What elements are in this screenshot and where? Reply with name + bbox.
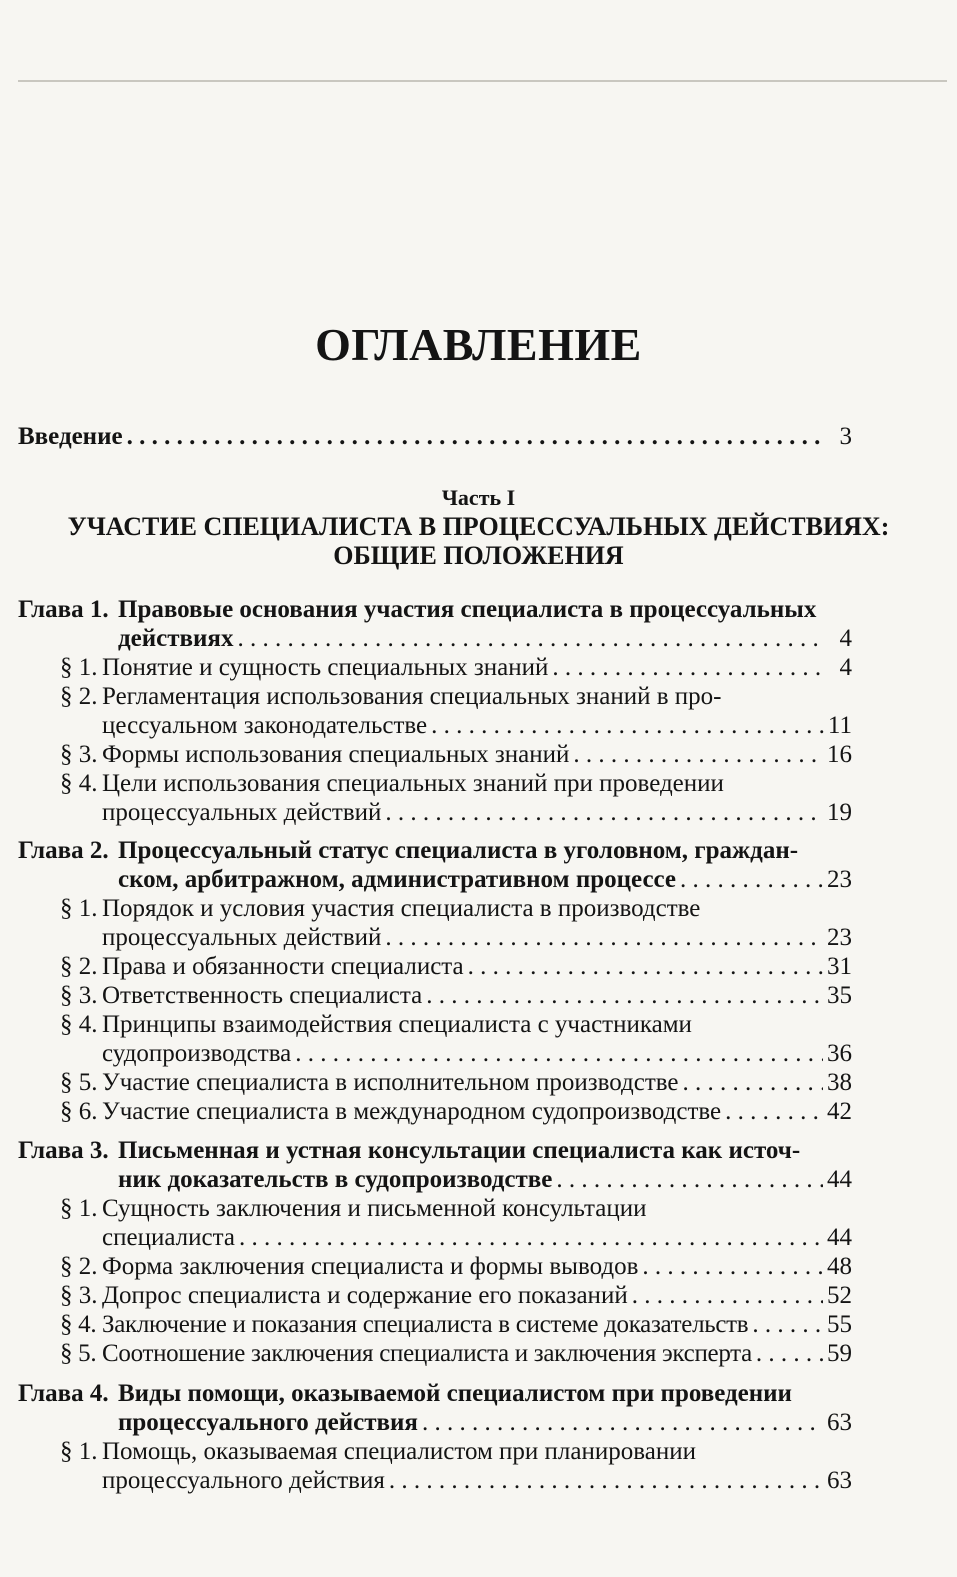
- page-number: 63: [827, 1409, 852, 1436]
- leader-dots: [756, 1339, 823, 1368]
- section-number: § 5.: [60, 1340, 97, 1367]
- section-title: Соотношение заключения специалиста и заключения эксперта: [102, 1340, 752, 1367]
- toc-section-3-4[interactable]: [60, 1310, 852, 1339]
- page-number: 44: [827, 1166, 852, 1193]
- page-number: 59: [827, 1340, 852, 1367]
- section-number: § 2.: [60, 1253, 98, 1280]
- page-number: 63: [827, 1467, 852, 1494]
- chapter-title-line2: ник доказательств в судопроизводстве: [118, 1166, 553, 1193]
- chapter-number: Глава 2.: [18, 837, 109, 864]
- leader-dots: [431, 711, 824, 740]
- page-number: 4: [839, 625, 852, 652]
- section-title: Права и обязанности специалиста: [102, 953, 464, 980]
- toc-section-2-3[interactable]: [60, 981, 852, 1010]
- section-number: § 4.: [60, 1011, 98, 1038]
- section-number: § 6.: [60, 1098, 98, 1125]
- toc-section-3-3[interactable]: [60, 1281, 852, 1310]
- page-number: 36: [827, 1040, 852, 1067]
- leader-dots: [573, 740, 823, 769]
- section-number: § 5.: [60, 1069, 98, 1096]
- section-title-line2: процессуального действия: [102, 1467, 385, 1494]
- chapter-number: Глава 4.: [18, 1380, 109, 1407]
- toc-section-2-4[interactable]: [60, 1010, 852, 1068]
- leader-dots: [752, 1310, 823, 1339]
- part-label: Часть I: [441, 485, 516, 510]
- section-number: § 1.: [60, 1438, 98, 1465]
- leader-dots: [422, 1408, 823, 1437]
- page-number: 4: [839, 654, 852, 681]
- toc-section-1-4[interactable]: [60, 769, 852, 827]
- section-number: § 2.: [60, 953, 98, 980]
- leader-dots: [385, 798, 823, 827]
- toc-section-1-3[interactable]: [60, 740, 852, 769]
- chapter-title-line1: Письменная и устная консультации специалиста как источ-: [118, 1137, 801, 1164]
- page-number: 38: [827, 1069, 852, 1096]
- toc-chapter-2[interactable]: [18, 836, 852, 894]
- toc-chapter-3[interactable]: [18, 1136, 852, 1194]
- page-number: 11: [827, 712, 852, 739]
- page-number: 52: [827, 1282, 852, 1309]
- leader-dots: [552, 653, 824, 682]
- chapter-title-line1: Виды помощи, оказываемой специалистом при проведении: [118, 1380, 792, 1407]
- page-number: 19: [827, 799, 852, 826]
- page-number: 35: [827, 982, 852, 1009]
- leader-dots: [680, 865, 823, 894]
- leader-dots: [389, 1466, 823, 1495]
- part-title-line1: УЧАСТИЕ СПЕЦИАЛИСТА В ПРОЦЕССУАЛЬНЫХ ДЕЙСТВИЯХ:: [67, 512, 890, 541]
- section-title-line1: Сущность заключения и письменной консультации: [102, 1195, 647, 1222]
- leader-dots: [642, 1252, 823, 1281]
- leader-dots: [239, 1223, 823, 1252]
- chapter-number: Глава 3.: [18, 1137, 109, 1164]
- section-title: Ответственность специалиста: [102, 982, 423, 1009]
- leader-dots: [385, 923, 823, 952]
- section-title-line1: Порядок и условия участия специалиста в производстве: [102, 895, 701, 922]
- chapter-title-line1: Процессуальный статус специалиста в уголовном, граждан-: [118, 837, 799, 864]
- section-title-line1: Помощь, оказываемая специалистом при планировании: [102, 1438, 696, 1465]
- toc-section-3-2[interactable]: [60, 1252, 852, 1281]
- chapter-title-line2: ском, арбитражном, административном процессе: [118, 866, 677, 893]
- section-title: Форма заключения специалиста и формы выводов: [102, 1253, 639, 1280]
- section-title-line2: процессуальных действий: [102, 799, 382, 826]
- section-title-line2: специалиста: [102, 1224, 235, 1251]
- toc-section-1-1[interactable]: [60, 653, 852, 682]
- section-number: § 1.: [60, 654, 98, 681]
- toc-chapter-4[interactable]: [18, 1379, 852, 1437]
- section-number: § 3.: [60, 741, 98, 768]
- section-number: § 3.: [60, 982, 98, 1009]
- chapter-number: Глава 1.: [18, 596, 109, 623]
- toc-section-2-2[interactable]: [60, 952, 852, 981]
- section-title-line2: судопроизводства: [102, 1040, 292, 1067]
- leader-dots: [426, 981, 823, 1010]
- part-title-line2: ОБЩИЕ ПОЛОЖЕНИЯ: [333, 541, 624, 570]
- leader-dots: [468, 952, 823, 981]
- page-number: 44: [827, 1224, 852, 1251]
- toc-section-3-1[interactable]: [60, 1194, 852, 1252]
- chapter-title-line2: процессуального действия: [118, 1409, 418, 1436]
- toc-section-2-5[interactable]: [60, 1068, 852, 1097]
- leader-dots: [632, 1281, 823, 1310]
- toc-chapter-1[interactable]: [18, 595, 852, 653]
- page-number: 16: [827, 741, 852, 768]
- page-number: 31: [827, 953, 852, 980]
- page-number: 23: [827, 924, 852, 951]
- toc-entry-intro[interactable]: [18, 422, 852, 451]
- section-title: Заключение и показания специалиста в системе доказательств: [102, 1311, 749, 1338]
- section-title: Формы использования специальных знаний: [102, 741, 570, 768]
- toc-section-2-1[interactable]: [60, 894, 852, 952]
- toc-section-4-1[interactable]: [60, 1437, 852, 1495]
- page-title: ОГЛАВЛЕНИЕ: [315, 319, 642, 370]
- chapter-title-line1: Правовые основания участия специалиста в процессуальных: [118, 596, 817, 623]
- section-title-line1: Цели использования специальных знаний при проведении: [102, 770, 724, 797]
- page-number: 42: [827, 1098, 852, 1125]
- section-number: § 1.: [60, 1195, 98, 1222]
- leader-dots: [683, 1068, 823, 1097]
- toc-section-1-2[interactable]: [60, 682, 852, 740]
- leader-dots: [127, 422, 824, 451]
- section-title-line1: Регламентация использования специальных знаний в про-: [102, 683, 722, 710]
- section-number: § 4.: [60, 770, 98, 797]
- section-title: Участие специалиста в исполнительном производстве: [102, 1069, 679, 1096]
- header-rule: [18, 80, 947, 82]
- section-title: Допрос специалиста и содержание его показаний: [102, 1282, 628, 1309]
- section-number: § 4.: [60, 1311, 97, 1338]
- leader-dots: [725, 1097, 823, 1126]
- section-number: § 3.: [60, 1282, 98, 1309]
- section-title: Понятие и сущность специальных знаний: [102, 654, 549, 681]
- section-title-line2: цессуальном законодательстве: [102, 712, 428, 739]
- toc-section-3-5[interactable]: [60, 1339, 852, 1368]
- leader-dots: [295, 1039, 823, 1068]
- toc-entry-label: Введение: [18, 423, 123, 450]
- section-number: § 1.: [60, 895, 98, 922]
- page-number: 48: [827, 1253, 852, 1280]
- section-title-line1: Принципы взаимодействия специалиста с участниками: [102, 1011, 692, 1038]
- leader-dots: [556, 1165, 823, 1194]
- leader-dots: [237, 624, 824, 653]
- page-number: 3: [839, 423, 852, 450]
- page-number: 55: [827, 1311, 852, 1338]
- section-title-line2: процессуальных действий: [102, 924, 382, 951]
- section-title: Участие специалиста в международном судопроизводстве: [102, 1098, 722, 1125]
- toc-section-2-6[interactable]: [60, 1097, 852, 1126]
- chapter-title-line2: действиях: [118, 625, 234, 652]
- page-number: 23: [827, 866, 852, 893]
- section-number: § 2.: [60, 683, 98, 710]
